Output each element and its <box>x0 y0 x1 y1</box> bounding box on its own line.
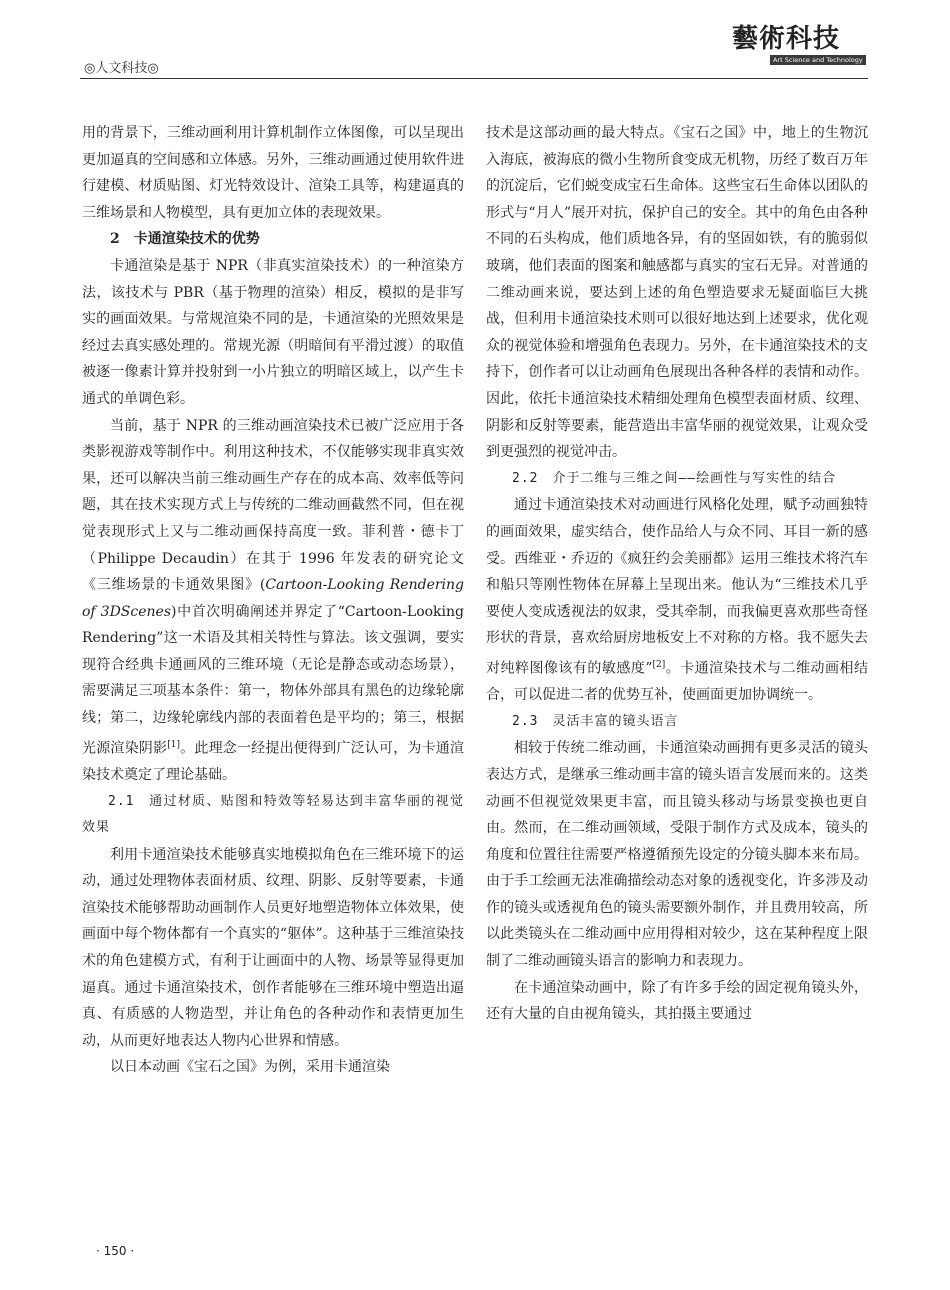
paragraph-text: 。此理念一经提出便得到广泛认可，为卡通渲染技术奠定了理论基础。 <box>82 740 465 783</box>
citation-ref: [2] <box>652 659 666 670</box>
subsection-heading: 2.1 通过材质、贴图和特效等轻易达到丰富华丽的视觉效果 <box>82 793 464 836</box>
paragraph: 在卡通渲染动画中，除了有许多手绘的固定视角镜头外，还有大量的自由视角镜头，其拍摄主要通过 <box>486 979 868 1023</box>
page-number: · 150 · <box>96 1244 135 1258</box>
right-column <box>486 120 868 1028</box>
paragraph-text: 通过卡通渲染技术对动画进行风格化处理，赋予动画独特的画面效果，虚实结合，使作品给人与众不同、耳目一新的感受。西维亚・乔迈的《疯狂约会美丽都》运用三维技术将汽车和船只等刚性物体在屏幕上呈现出来。他认为“三维技术几乎要使人变成透视法的奴隶，受其牵制，而我偏更喜欢那些奇怪形状的背景，喜欢给厨房地板安上不对称的方格。我不愿失去对纯粹图像该有的敏感度” <box>486 497 868 677</box>
left-column <box>82 120 464 1081</box>
paragraph <box>82 413 464 789</box>
journal-logo <box>732 24 863 70</box>
subsection-heading: 2.3 灵活丰富的镜头语言 <box>512 713 679 729</box>
section-heading: 2 卡通渲染技术的优势 <box>110 231 260 248</box>
journal-section-label: ◎人文科技◎ <box>84 61 159 76</box>
paragraph: 卡通渲染是基于 NPR（非真实渲染技术）的一种渲染方法，该技术与 PBR（基于物理的渲染）相反，模拟的是非写实的画面效果。与常规渲染不同的是，卡通渲染的光照效果是经过去真实感处理的。常规光源（明暗间有平滑过渡）的取值被逐一像素计算并投射到一小片独立的明暗区域上，以产生卡通式的单调色彩。 <box>82 257 464 407</box>
header-divider <box>80 78 868 79</box>
logo-english-title: Art Science and Technology <box>770 55 866 65</box>
paragraph-text: )中首次明确阐述并界定了“Cartoon-Looking Rendering”这一术语及其相关特性与算法。该文强调，要实现符合经典卡通画风的三维环境（无论是静态或动态场景），需要满足三项基本条件：第一，物体外部具有黑色的边缘轮廓线；第二，边缘轮廓线内部的表面着色是平均的；第三，根据光源渲染阴影 <box>82 603 464 757</box>
italic-title: Cartoon-Looking Rendering of 3DScenes <box>82 577 464 620</box>
citation-ref: [1] <box>167 739 180 750</box>
paragraph: 相较于传统二维动画，卡通渲染动画拥有更多灵活的镜头表达方式，是继承三维动画丰富的镜头语言发展而来的。这类动画不但视觉效果更丰富，而且镜头移动与场景变换也更自由。然而，在二维动画领域，受限于制作方式及成本，镜头的角度和位置往往需要严格遵循预先设定的分镜头脚本来布局。由于手工绘画无法准确描绘动态对象的透视变化，许多涉及动作的镜头或透视角色的镜头需要额外制作，并且费用较高，所以此类镜头在二维动画中应用得相对较少，这在某种程度上限制了二维动画镜头语言的影响力和表现力。 <box>486 740 868 970</box>
paragraph-text: 。卡通渲染技术与二维动画相结合，可以促进二者的优势互补，使画面更加协调统一。 <box>486 660 868 704</box>
paragraph: 利用卡通渲染技术能够真实地模拟角色在三维环境下的运动，通过处理物体表面材质、纹理、阴影、反射等要素，卡通渲染技术能够帮助动画制作人员更好地塑造物体立体效果，使画面中每个物体都有一个真实的“躯体”。这种基于三维渲染技术的角色建模方式，有利于让画面中的人物、场景等显得更加逼真。通过卡通渲染技术，创作者能够在三维环境中塑造出逼真、有质感的人物造型，并让角色的各种动作和表情更加生动，从而更好地表达人物内心世界和情感。 <box>82 846 464 1049</box>
paragraph: 以日本动画《宝石之国》为例，采用卡通渲染 <box>110 1059 390 1076</box>
paragraph <box>486 492 868 708</box>
logo-chinese-title: 藝術科技 <box>732 24 841 54</box>
paragraph: 技术是这部动画的最大特点。《宝石之国》中，地上的生物沉入海底，被海底的微小生物所食变成无机物，历经了数百万年的沉淀后，它们蜕变成宝石生命体。这些宝石生命体以团队的形式与“月人”展开对抗，保护自己的安全。其中的角色由各种不同的石头构成，他们质地各异，有的坚固如铁，有的脆弱似玻璃，他们表面的图案和触感都与真实的宝石无异。对普通的二维动画来说，要达到上述的角色塑造要求无疑面临巨大挑战，但利用卡通渲染技术则可以很好地达到上述要求，优化观众的视觉体验和增强角色表现力。另外，在卡通渲染技术的支持下，创作者可以让动画角色展现出各种各样的表情和动作。因此，依托卡通渲染技术精细处理角色模型表面材质、纹理、阴影和反射等要素，能营造出丰富华丽的视觉效果，让观众受到更强烈的视觉冲击。 <box>486 125 868 461</box>
subsection-heading: 2.2 介于二维与三维之间——绘画性与写实性的结合 <box>512 470 837 486</box>
paragraph-text: 当前，基于 NPR 的三维动画渲染技术已被广泛应用于各类影视游戏等制作中。利用这种技术，不仅能够实现非真实效果，还可以解决当前三维动画生产存在的成本高、效率低等问题，其在技术实现方式上与传统的二维动画截然不同，但在视觉表现形式上又与二维动画保持高度一致。菲利普・德卡丁（Philippe Decaudin）在其于 1996 年发表的研究论文《三维场景的卡通效果图》( <box>82 417 464 594</box>
paragraph: 用的背景下，三维动画利用计算机制作立体图像，可以呈现出更加逼真的空间感和立体感。另外，三维动画通过使用软件进行建模、材质贴图、灯光特效设计、渲染工具等，构建逼真的三维场景和人物模型，具有更加立体的表现效果。 <box>82 125 464 221</box>
